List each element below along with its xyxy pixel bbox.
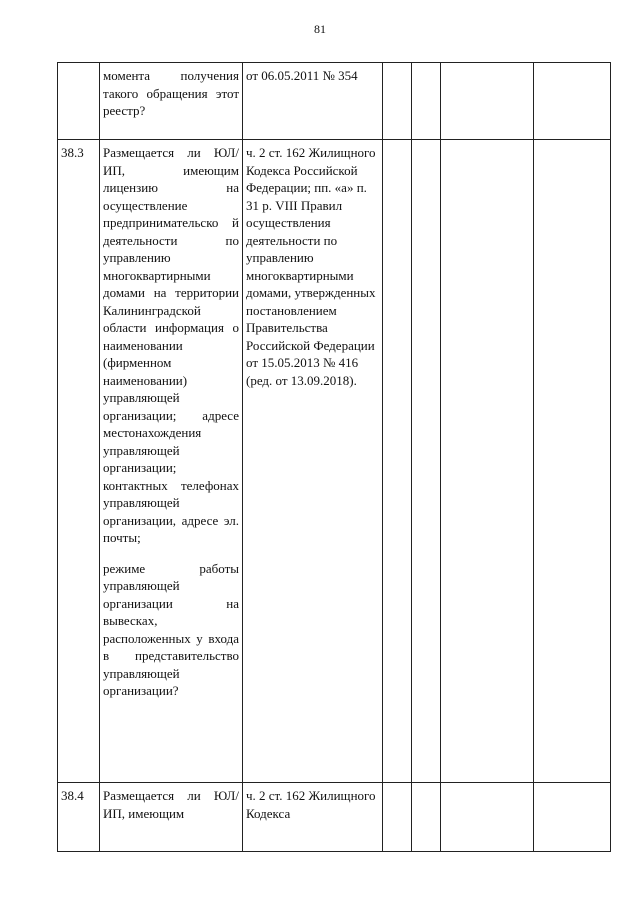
answer-na-cell	[441, 140, 534, 783]
question-cell	[100, 63, 243, 140]
note-cell	[534, 783, 611, 852]
answer-no-cell	[412, 783, 441, 852]
question-paragraph: Размещается ли ЮЛ/ИП, имеющим лицензию на осуществление предпринимательско й деятельности по управлению многоквартирными домами на территории Калининградской области информация о наименовании (фирменном наименовании) управляющей организации; адресе местонахождения управляющей организации; контактных телефонах управляющей организации, адресе эл. почты;	[103, 145, 239, 545]
answer-yes-cell	[383, 140, 412, 783]
legal-reference-cell: ч. 2 ст. 162 Жилищного Кодекса	[243, 783, 383, 852]
table-row	[58, 63, 611, 140]
checklist-table	[57, 62, 611, 852]
note-cell	[534, 140, 611, 783]
answer-na-cell	[441, 783, 534, 852]
answer-yes-cell	[383, 63, 412, 140]
item-number-cell: 38.3	[58, 140, 100, 783]
answer-no-cell	[412, 63, 441, 140]
question-cell	[100, 140, 243, 783]
question-paragraph: момента получения такого обращения этот реестр?	[103, 68, 239, 118]
item-number-cell: 38.4	[58, 783, 100, 852]
answer-yes-cell	[383, 783, 412, 852]
page-number: 81	[314, 22, 326, 36]
legal-reference-cell: от 06.05.2011 № 354	[243, 63, 383, 140]
legal-reference-cell: ч. 2 ст. 162 Жилищного Кодекса Российской Федерации; пп. «а» п. 31 р. VIII Правил осуществления деятельности по управлению многоквартирными домами, утвержденных постановлением Правительства Российской Федерации от 15.05.2013 № 416 (ред. от 13.09.2018).	[243, 140, 383, 783]
answer-na-cell	[441, 63, 534, 140]
table-row	[58, 140, 611, 783]
note-cell	[534, 63, 611, 140]
table-row	[58, 783, 611, 852]
question-paragraph: Размещается ли ЮЛ/ИП, имеющим	[103, 788, 239, 821]
answer-no-cell	[412, 140, 441, 783]
question-paragraph: режиме работы управляющей организации на вывесках, расположенных у входа в представительство управляющей организации?	[103, 560, 239, 698]
item-number-cell	[58, 63, 100, 140]
question-cell	[100, 783, 243, 852]
